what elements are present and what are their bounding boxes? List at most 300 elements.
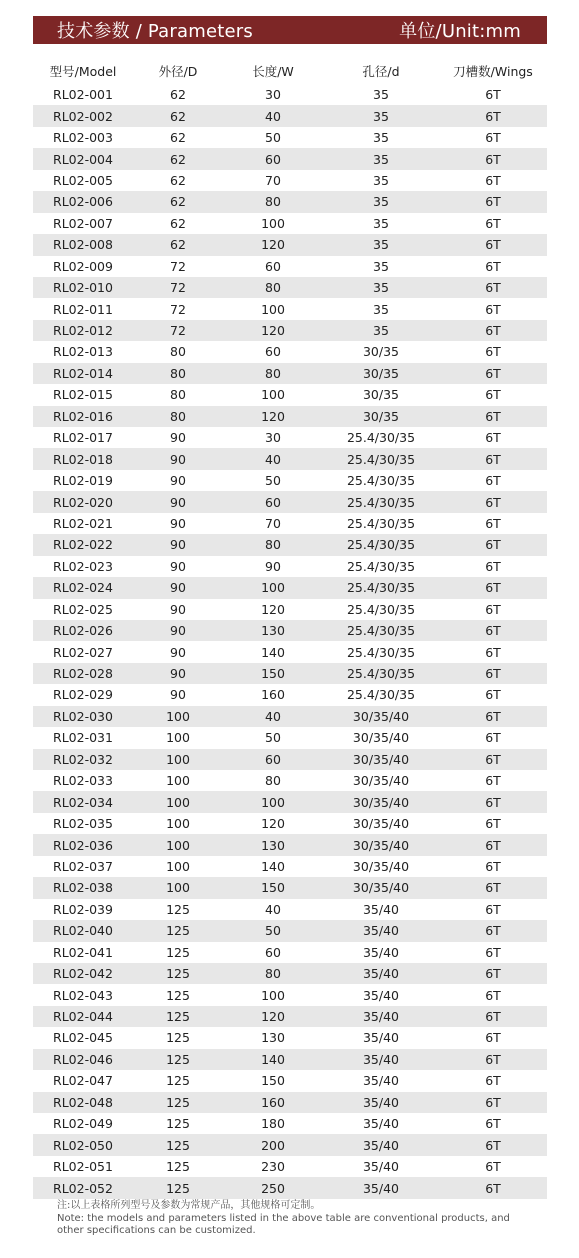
cell-model: RL02-025: [53, 601, 113, 617]
cell-wings: 6T: [485, 344, 501, 360]
cell-bore: 25.4/30/35: [346, 558, 416, 574]
column-header-outer-diameter: 外径/D: [158, 64, 198, 79]
cell-wings: 6T: [439, 1049, 547, 1070]
table-row: [33, 641, 547, 662]
cell-wings: 6T: [485, 1116, 501, 1132]
cell-length: 230: [261, 1159, 285, 1175]
table-row: [33, 556, 547, 577]
cell-model: RL02-005: [53, 172, 113, 188]
cell-model: RL02-006: [33, 191, 133, 212]
cell-bore: 35/40: [362, 944, 400, 960]
cell-wings: 6T: [439, 920, 547, 941]
cell-bore: 35: [323, 277, 439, 298]
cell-model: RL02-024: [33, 577, 133, 598]
cell-outer-diameter: 100: [166, 816, 190, 832]
table-row: [33, 663, 547, 684]
cell-length: 120: [223, 406, 323, 427]
cell-model: RL02-030: [33, 706, 133, 727]
cell-bore: 30/35/40: [352, 816, 410, 832]
cell-bore: 35/40: [323, 1134, 439, 1155]
cell-length: 60: [265, 944, 281, 960]
cell-wings: 6T: [439, 105, 547, 126]
cell-model: RL02-050: [33, 1134, 133, 1155]
cell-model: RL02-051: [53, 1159, 113, 1175]
cell-length: 160: [261, 687, 285, 703]
cell-bore: 35: [373, 130, 389, 146]
cell-wings: 6T: [485, 901, 501, 917]
cell-outer-diameter: 90: [133, 577, 223, 598]
table-row: [33, 813, 547, 834]
cell-outer-diameter: 100: [133, 706, 223, 727]
cell-bore: 35/40: [362, 987, 400, 1003]
cell-bore: 30/35/40: [323, 834, 439, 855]
cell-model: RL02-031: [53, 730, 113, 746]
cell-bore: 30/35/40: [323, 877, 439, 898]
cell-model: RL02-011: [53, 301, 113, 317]
cell-model: RL02-034: [33, 791, 133, 812]
parameters-header: [33, 16, 547, 44]
table-row: [33, 963, 547, 984]
cell-model: RL02-027: [53, 644, 113, 660]
table-row: [33, 213, 547, 234]
cell-outer-diameter: 62: [170, 172, 186, 188]
cell-bore: 25.4/30/35: [346, 430, 416, 446]
cell-length: 120: [223, 320, 323, 341]
cell-wings: 6T: [439, 577, 547, 598]
cell-outer-diameter: 90: [133, 491, 223, 512]
cell-outer-diameter: 80: [170, 387, 186, 403]
cell-model: RL02-035: [53, 816, 113, 832]
cell-outer-diameter: 100: [166, 858, 190, 874]
cell-wings: 6T: [485, 730, 501, 746]
cell-length: 70: [265, 172, 281, 188]
table-row: [33, 234, 547, 255]
cell-wings: 6T: [439, 1134, 547, 1155]
cell-length: 100: [223, 791, 323, 812]
table-row: [33, 534, 547, 555]
table-row: [33, 170, 547, 191]
cell-outer-diameter: 80: [133, 363, 223, 384]
cell-wings: 6T: [485, 258, 501, 274]
table-row: [33, 448, 547, 469]
table-row: [33, 1113, 547, 1134]
cell-model: RL02-014: [33, 363, 133, 384]
cell-bore: 35: [323, 105, 439, 126]
cell-bore: 25.4/30/35: [346, 515, 416, 531]
cell-model: RL02-038: [33, 877, 133, 898]
footnote: [57, 1200, 527, 1238]
cell-bore: 25.4/30/35: [323, 663, 439, 684]
cell-outer-diameter: 125: [133, 1006, 223, 1027]
cell-bore: 30/35/40: [323, 791, 439, 812]
cell-outer-diameter: 125: [166, 1030, 190, 1046]
table-row: [33, 727, 547, 748]
cell-bore: 35: [373, 172, 389, 188]
table-row: [33, 942, 547, 963]
table-row: [33, 1027, 547, 1048]
table-row: [33, 491, 547, 512]
cell-model: RL02-042: [33, 963, 133, 984]
cell-bore: 25.4/30/35: [346, 687, 416, 703]
cell-outer-diameter: 125: [166, 1116, 190, 1132]
cell-bore: 35/40: [362, 1159, 400, 1175]
table-row: [33, 684, 547, 705]
table-row: [33, 1006, 547, 1027]
cell-outer-diameter: 72: [133, 277, 223, 298]
column-header-wings: 刀槽数/Wings: [453, 64, 533, 79]
cell-model: RL02-041: [53, 944, 113, 960]
table-row: [33, 256, 547, 277]
cell-wings: 6T: [485, 172, 501, 188]
cell-length: 30: [265, 430, 281, 446]
cell-outer-diameter: 125: [166, 987, 190, 1003]
table-row: [33, 406, 547, 427]
cell-length: 60: [223, 491, 323, 512]
cell-wings: 6T: [485, 215, 501, 231]
table-row: [33, 984, 547, 1005]
cell-wings: 6T: [439, 1177, 547, 1198]
cell-outer-diameter: 62: [133, 191, 223, 212]
cell-outer-diameter: 90: [170, 558, 186, 574]
cell-wings: 6T: [485, 130, 501, 146]
cell-bore: 35: [373, 87, 389, 103]
table-row: [33, 384, 547, 405]
cell-outer-diameter: 90: [133, 620, 223, 641]
cell-model: RL02-008: [33, 234, 133, 255]
cell-outer-diameter: 100: [133, 749, 223, 770]
cell-bore: 30/35/40: [352, 773, 410, 789]
column-header-length: 长度/W: [252, 64, 294, 79]
cell-bore: 35/40: [362, 1073, 400, 1089]
cell-model: RL02-010: [33, 277, 133, 298]
cell-wings: 6T: [485, 558, 501, 574]
cell-length: 100: [261, 215, 285, 231]
cell-length: 60: [223, 749, 323, 770]
cell-outer-diameter: 125: [133, 1092, 223, 1113]
cell-length: 120: [223, 1006, 323, 1027]
cell-model: RL02-052: [33, 1177, 133, 1198]
cell-length: 100: [223, 577, 323, 598]
cell-length: 150: [261, 1073, 285, 1089]
cell-length: 50: [223, 920, 323, 941]
cell-outer-diameter: 62: [133, 148, 223, 169]
cell-outer-diameter: 100: [166, 773, 190, 789]
cell-wings: 6T: [439, 1092, 547, 1113]
cell-wings: 6T: [439, 749, 547, 770]
cell-bore: 25.4/30/35: [323, 534, 439, 555]
table-row: [33, 427, 547, 448]
cell-length: 80: [223, 534, 323, 555]
cell-length: 250: [223, 1177, 323, 1198]
table-row: [33, 320, 547, 341]
cell-bore: 25.4/30/35: [323, 448, 439, 469]
cell-wings: 6T: [485, 944, 501, 960]
cell-length: 140: [261, 858, 285, 874]
cell-outer-diameter: 90: [170, 601, 186, 617]
cell-wings: 6T: [439, 148, 547, 169]
cell-length: 80: [265, 773, 281, 789]
table-row: [33, 470, 547, 491]
cell-model: RL02-032: [33, 749, 133, 770]
cell-model: RL02-036: [33, 834, 133, 855]
table-row: [33, 706, 547, 727]
cell-bore: 25.4/30/35: [346, 473, 416, 489]
table-row: [33, 1049, 547, 1070]
cell-wings: 6T: [439, 706, 547, 727]
cell-outer-diameter: 62: [170, 215, 186, 231]
table-header-row: [33, 58, 547, 84]
cell-wings: 6T: [485, 816, 501, 832]
cell-bore: 35/40: [362, 1030, 400, 1046]
table-row: [33, 341, 547, 362]
cell-bore: 25.4/30/35: [323, 577, 439, 598]
column-header-model: 型号/Model: [49, 64, 117, 79]
cell-length: 120: [261, 601, 285, 617]
cell-outer-diameter: 100: [166, 730, 190, 746]
cell-length: 40: [265, 901, 281, 917]
cell-model: RL02-021: [53, 515, 113, 531]
cell-model: RL02-029: [53, 687, 113, 703]
cell-outer-diameter: 80: [133, 406, 223, 427]
cell-bore: 35/40: [323, 1177, 439, 1198]
cell-length: 80: [223, 963, 323, 984]
cell-model: RL02-002: [33, 105, 133, 126]
cell-length: 40: [223, 105, 323, 126]
cell-bore: 35/40: [323, 920, 439, 941]
cell-model: RL02-046: [33, 1049, 133, 1070]
table-row: [33, 148, 547, 169]
column-header-bore: 孔径/d: [362, 64, 400, 79]
cell-length: 140: [261, 644, 285, 660]
cell-outer-diameter: 90: [170, 687, 186, 703]
table-row: [33, 191, 547, 212]
cell-length: 150: [223, 663, 323, 684]
cell-wings: 6T: [485, 430, 501, 446]
parameters-table: [33, 58, 547, 1199]
cell-model: RL02-028: [33, 663, 133, 684]
cell-wings: 6T: [439, 277, 547, 298]
cell-bore: 35/40: [362, 1116, 400, 1132]
cell-wings: 6T: [485, 858, 501, 874]
cell-bore: 35: [373, 258, 389, 274]
cell-length: 80: [223, 277, 323, 298]
cell-bore: 25.4/30/35: [346, 601, 416, 617]
cell-length: 130: [223, 834, 323, 855]
cell-wings: 6T: [485, 601, 501, 617]
cell-model: RL02-013: [53, 344, 113, 360]
cell-wings: 6T: [485, 773, 501, 789]
cell-wings: 6T: [485, 301, 501, 317]
cell-outer-diameter: 62: [133, 234, 223, 255]
cell-wings: 6T: [485, 387, 501, 403]
table-row: [33, 1134, 547, 1155]
cell-length: 150: [223, 877, 323, 898]
cell-outer-diameter: 72: [133, 320, 223, 341]
cell-bore: 30/35/40: [323, 706, 439, 727]
cell-outer-diameter: 125: [166, 901, 190, 917]
cell-bore: 35: [323, 320, 439, 341]
table-row: [33, 363, 547, 384]
cell-model: RL02-003: [53, 130, 113, 146]
cell-wings: 6T: [485, 1073, 501, 1089]
cell-bore: 35/40: [323, 963, 439, 984]
cell-length: 50: [265, 130, 281, 146]
cell-outer-diameter: 125: [133, 1134, 223, 1155]
cell-outer-diameter: 125: [133, 920, 223, 941]
cell-outer-diameter: 90: [170, 515, 186, 531]
cell-length: 130: [261, 1030, 285, 1046]
header-title: 技术参数 / Parameters: [57, 21, 253, 42]
cell-model: RL02-048: [33, 1092, 133, 1113]
cell-wings: 6T: [439, 234, 547, 255]
cell-model: RL02-047: [53, 1073, 113, 1089]
cell-bore: 35: [323, 234, 439, 255]
cell-length: 200: [223, 1134, 323, 1155]
table-row: [33, 105, 547, 126]
table-row: [33, 749, 547, 770]
table-row: [33, 770, 547, 791]
cell-outer-diameter: 125: [133, 1177, 223, 1198]
cell-bore: 25.4/30/35: [323, 620, 439, 641]
cell-wings: 6T: [439, 363, 547, 384]
cell-wings: 6T: [439, 791, 547, 812]
table-body: [33, 84, 547, 1199]
cell-length: 80: [223, 191, 323, 212]
cell-wings: 6T: [439, 406, 547, 427]
cell-length: 120: [223, 234, 323, 255]
cell-wings: 6T: [485, 87, 501, 103]
cell-outer-diameter: 72: [170, 258, 186, 274]
cell-outer-diameter: 125: [166, 1073, 190, 1089]
cell-bore: 25.4/30/35: [346, 644, 416, 660]
table-row: [33, 599, 547, 620]
table-row: [33, 277, 547, 298]
cell-model: RL02-017: [53, 430, 113, 446]
cell-length: 40: [223, 706, 323, 727]
cell-outer-diameter: 125: [133, 963, 223, 984]
cell-model: RL02-004: [33, 148, 133, 169]
cell-outer-diameter: 90: [133, 663, 223, 684]
cell-wings: 6T: [439, 834, 547, 855]
cell-wings: 6T: [485, 1159, 501, 1175]
cell-length: 40: [223, 448, 323, 469]
cell-bore: 35/40: [323, 1049, 439, 1070]
cell-bore: 25.4/30/35: [323, 491, 439, 512]
cell-wings: 6T: [485, 687, 501, 703]
cell-length: 100: [261, 987, 285, 1003]
table-row: [33, 620, 547, 641]
table-row: [33, 1156, 547, 1177]
cell-model: RL02-033: [53, 773, 113, 789]
cell-length: 30: [265, 87, 281, 103]
cell-bore: 30/35: [323, 406, 439, 427]
table-row: [33, 920, 547, 941]
cell-length: 60: [265, 258, 281, 274]
cell-wings: 6T: [485, 987, 501, 1003]
cell-outer-diameter: 125: [133, 1049, 223, 1070]
cell-model: RL02-012: [33, 320, 133, 341]
table-row: [33, 1070, 547, 1091]
table-row: [33, 877, 547, 898]
cell-bore: 30/35/40: [352, 730, 410, 746]
cell-wings: 6T: [439, 448, 547, 469]
cell-model: RL02-009: [53, 258, 113, 274]
cell-length: 100: [261, 387, 285, 403]
cell-bore: 35: [323, 191, 439, 212]
cell-model: RL02-023: [53, 558, 113, 574]
cell-length: 100: [261, 301, 285, 317]
cell-model: RL02-016: [33, 406, 133, 427]
cell-outer-diameter: 90: [170, 430, 186, 446]
table-row: [33, 834, 547, 855]
cell-model: RL02-044: [33, 1006, 133, 1027]
cell-wings: 6T: [485, 644, 501, 660]
cell-model: RL02-043: [53, 987, 113, 1003]
cell-wings: 6T: [439, 491, 547, 512]
cell-length: 180: [261, 1116, 285, 1132]
table-row: [33, 1177, 547, 1198]
cell-wings: 6T: [439, 963, 547, 984]
cell-model: RL02-018: [33, 448, 133, 469]
cell-wings: 6T: [439, 663, 547, 684]
table-row: [33, 856, 547, 877]
cell-bore: 30/35/40: [323, 749, 439, 770]
cell-length: 90: [265, 558, 281, 574]
cell-outer-diameter: 80: [170, 344, 186, 360]
cell-model: RL02-022: [33, 534, 133, 555]
cell-length: 80: [223, 363, 323, 384]
cell-model: RL02-037: [53, 858, 113, 874]
cell-model: RL02-040: [33, 920, 133, 941]
cell-outer-diameter: 62: [133, 105, 223, 126]
cell-model: RL02-039: [53, 901, 113, 917]
cell-wings: 6T: [439, 1006, 547, 1027]
cell-wings: 6T: [439, 320, 547, 341]
cell-wings: 6T: [439, 620, 547, 641]
cell-outer-diameter: 90: [170, 473, 186, 489]
footnote-en: Note: the models and parameters listed in the above table are conventional products, and other specifications can be customized.: [57, 1212, 510, 1236]
cell-wings: 6T: [439, 191, 547, 212]
cell-bore: 30/35: [362, 387, 400, 403]
footnote-cn: 注:以上表格所列型号及参数为常规产品，其他规格可定制。: [57, 1200, 321, 1211]
cell-bore: 35: [373, 215, 389, 231]
cell-length: 160: [223, 1092, 323, 1113]
table-row: [33, 791, 547, 812]
header-unit: 单位/Unit:mm: [399, 21, 521, 42]
table-row: [33, 899, 547, 920]
cell-length: 120: [261, 816, 285, 832]
cell-bore: 35: [373, 301, 389, 317]
cell-length: 130: [223, 620, 323, 641]
cell-wings: 6T: [439, 877, 547, 898]
cell-outer-diameter: 72: [170, 301, 186, 317]
table-row: [33, 577, 547, 598]
cell-model: RL02-020: [33, 491, 133, 512]
cell-length: 60: [265, 344, 281, 360]
cell-length: 70: [265, 515, 281, 531]
cell-outer-diameter: 125: [166, 944, 190, 960]
cell-model: RL02-045: [53, 1030, 113, 1046]
cell-outer-diameter: 100: [133, 791, 223, 812]
cell-wings: 6T: [439, 534, 547, 555]
cell-length: 50: [265, 730, 281, 746]
cell-bore: 35/40: [323, 1092, 439, 1113]
cell-bore: 35: [323, 148, 439, 169]
cell-bore: 30/35: [362, 344, 400, 360]
cell-bore: 30/35: [323, 363, 439, 384]
cell-length: 50: [265, 473, 281, 489]
cell-model: RL02-001: [53, 87, 113, 103]
